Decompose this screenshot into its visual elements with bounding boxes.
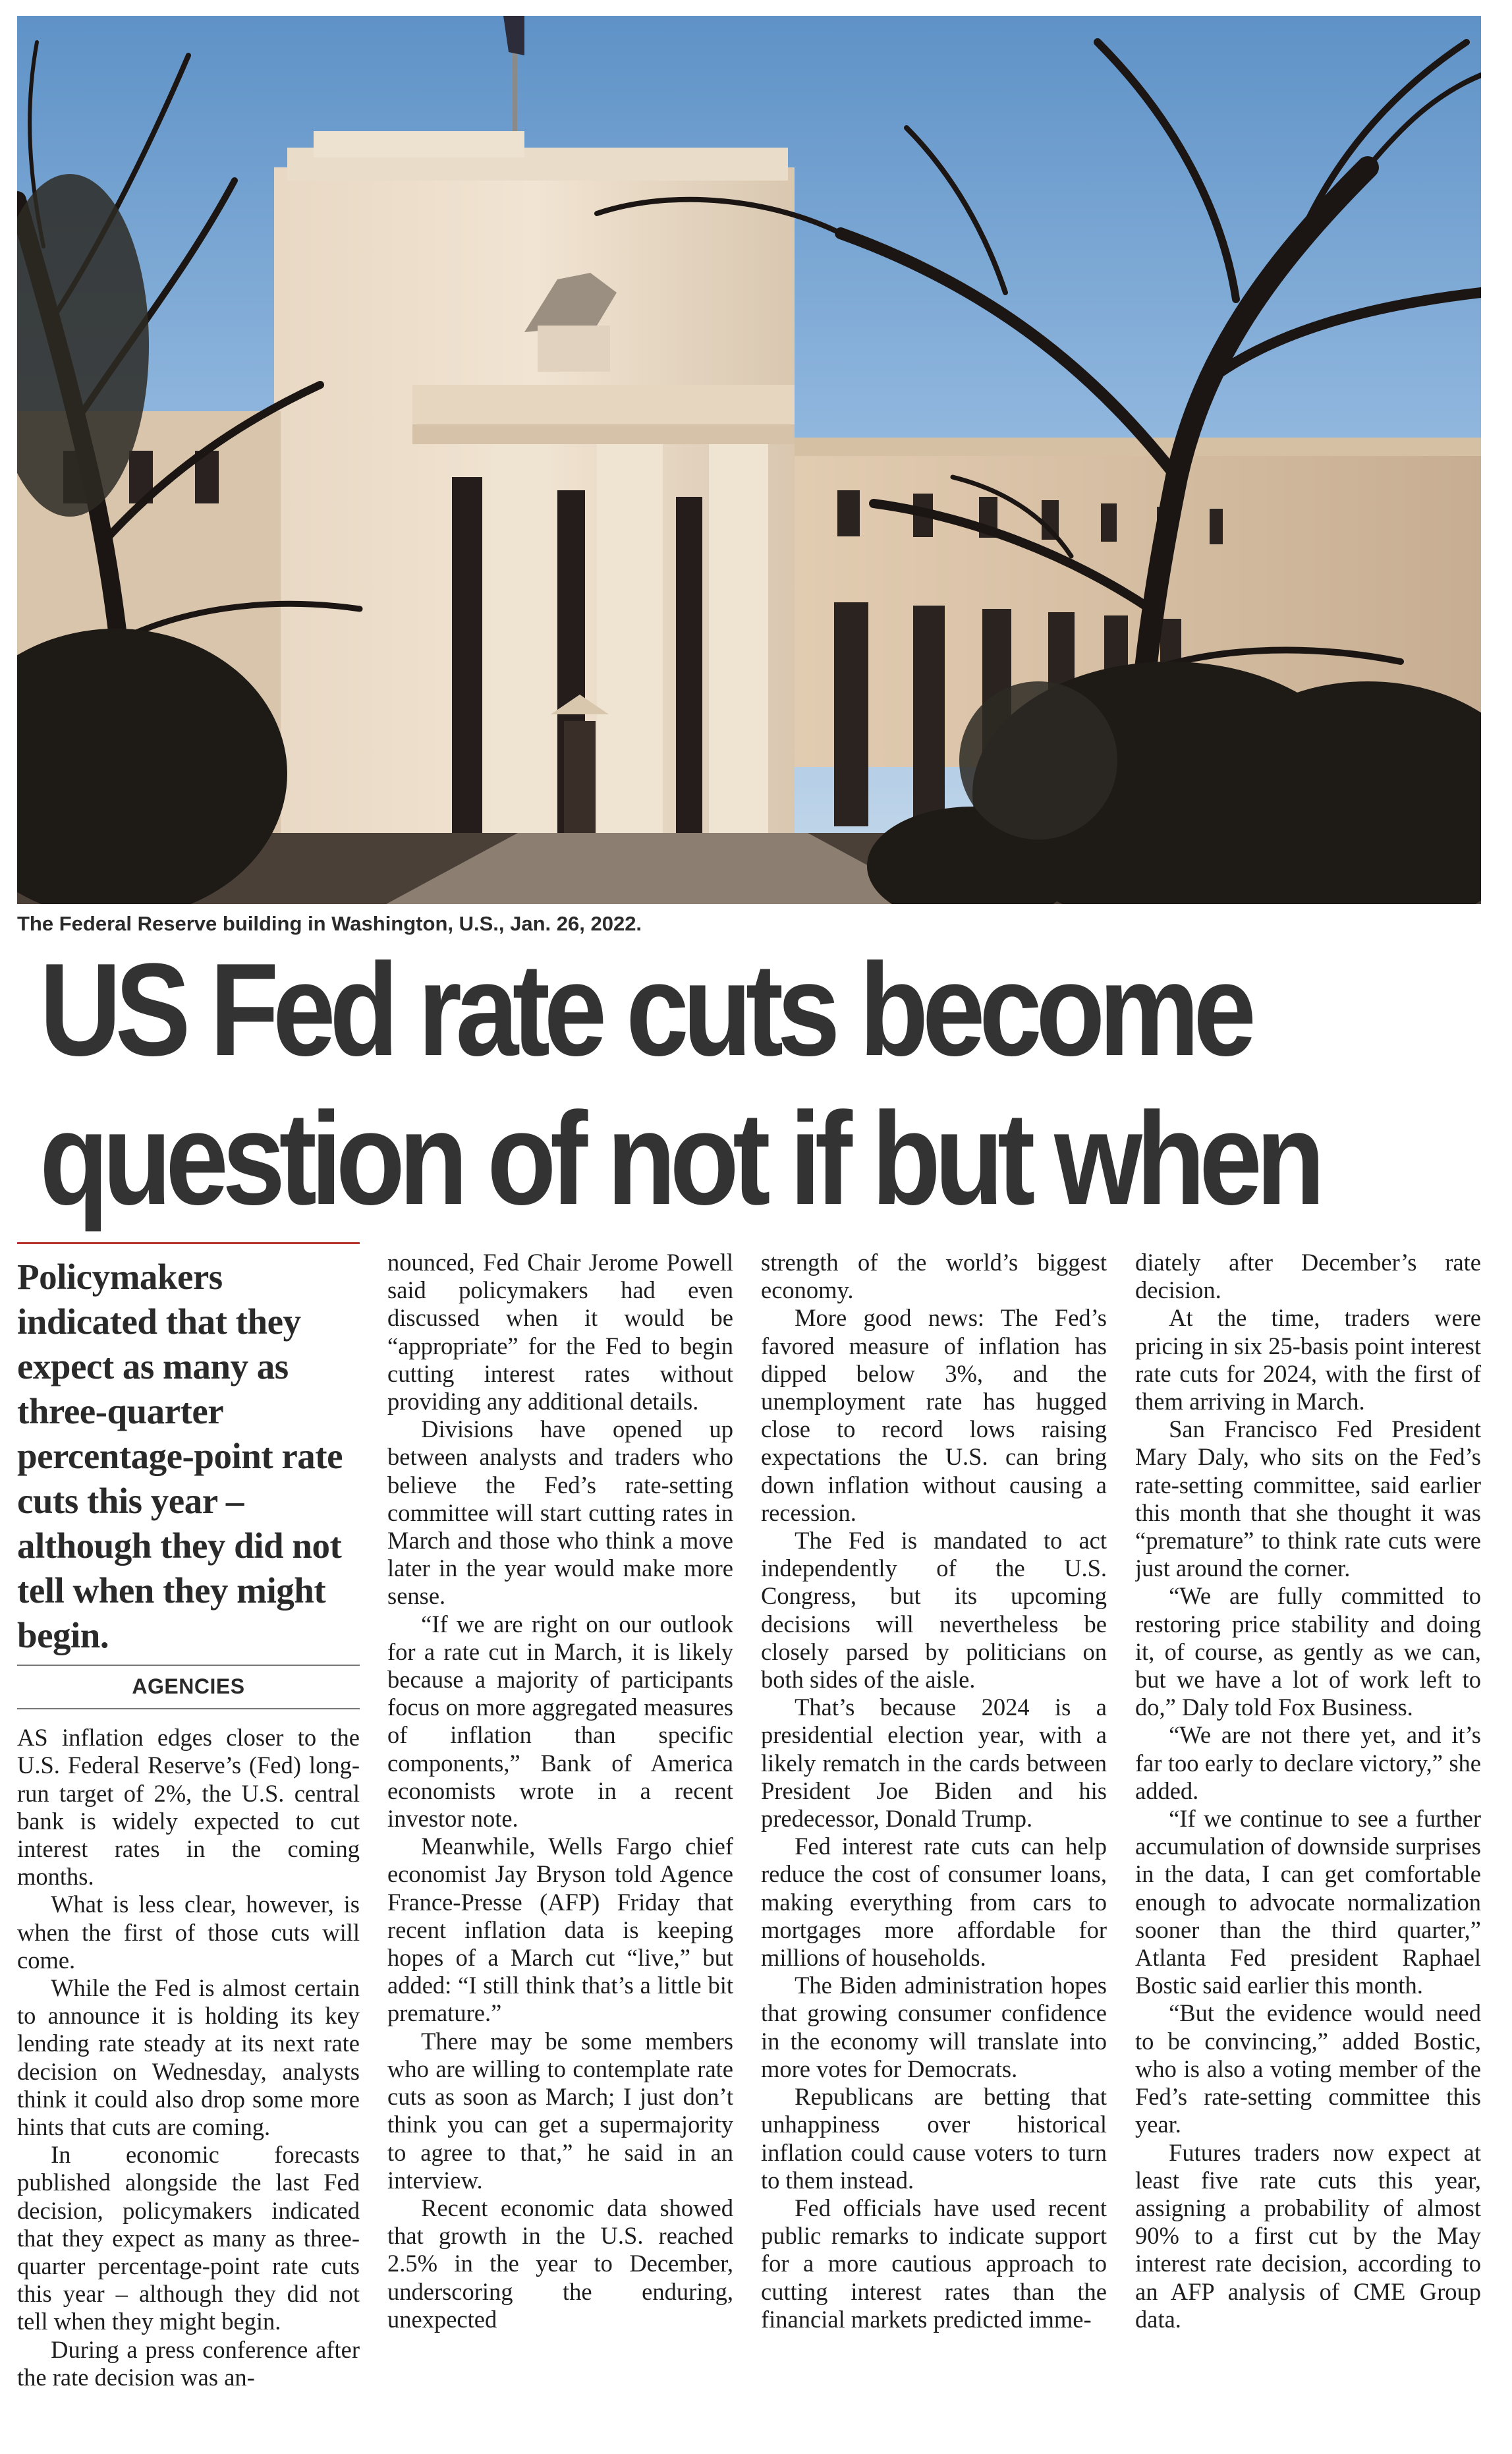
federal-reserve-building-illustration (17, 16, 1481, 904)
photo-caption: The Federal Reserve building in Washington, U.S., Jan. 26, 2022. (17, 912, 642, 935)
headline (40, 936, 1319, 1234)
byline: AGENCIES (132, 1674, 245, 1698)
paragraph: “We are not there yet, and it’s far too early to declare victory,” she added. (1135, 1721, 1481, 1804)
article-column-1 (17, 1242, 360, 2435)
federal-reserve-photo (17, 16, 1481, 904)
paragraph: diately after December’s rate decision. (1135, 1249, 1481, 1304)
headline-line-1: US Fed rate cuts become (40, 936, 1250, 1083)
paragraph: There may be some members who are willing to contemplate rate cuts as soon as March; I just don’t think you can get a supermajority to agree to that,” he said in an interview. (387, 2027, 733, 2194)
paragraph: More good news: The Fed’s favored measure of inflation has dipped below 3%, and the unemployment rate has hugged close to record lows raising expectations the U.S. can bring down inflation without causing a recession. (761, 1304, 1107, 1526)
paragraph: strength of the world’s biggest economy. (761, 1249, 1107, 1304)
paragraph: Futures traders now expect at least five rate cuts this year, assigning a probability of almost 90% to a first cut by the May interest rate decision, according to an AFP analysis of CME Group data. (1135, 2138, 1481, 2333)
paragraph: During a press conference after the rate decision was an- (17, 2335, 360, 2391)
paragraph: Meanwhile, Wells Fargo chief economist Jay Bryson told Agence France-Presse (AFP) Friday that recent inflation data is keeping hopes of a March cut “live,” but added: “I still think that’s a little bit premature.” (387, 1833, 733, 2027)
paragraph: Divisions have opened up between analysts and traders who believe the Fed’s rate-setting committee will start cutting rates in March and those who think a move later in the year would make more sense. (387, 1415, 733, 1610)
paragraph: That’s because 2024 is a presidential election year, with a likely rematch in the cards between President Joe Biden and his predecessor, Donald Trump. (761, 1694, 1107, 1833)
article-column-4 (1135, 1249, 1481, 2441)
byline-rule-bottom (17, 1708, 360, 1709)
paragraph: San Francisco Fed President Mary Daly, who sits on the Fed’s rate-setting committee, said earlier this month that she thought it was “premature” to think rate cuts were just around the corner. (1135, 1415, 1481, 1582)
paragraph: The Fed is mandated to act independently of the U.S. Congress, but its upcoming decisions will nevertheless be closely parsed by politicians on both sides of the aisle. (761, 1527, 1107, 1694)
paragraph: What is less clear, however, is when the first of those cuts will come. (17, 1891, 360, 1974)
deck-top-rule (17, 1242, 360, 1244)
paragraph: Republicans are betting that unhappiness over historical inflation could cause voters to turn to them instead. (761, 2083, 1107, 2194)
paragraph: nounced, Fed Chair Jerome Powell said policymakers had even discussed when it would be “appropriate” for the Fed to begin cutting interest rates without providing any additional details. (387, 1249, 733, 1415)
paragraph: “If we continue to see a further accumulation of downside surprises in the data, I can get comfortable enough to advocate normalization sooner than the third quarter,” Atlanta Fed president Raphael Bostic said earlier this month. (1135, 1805, 1481, 1999)
paragraph: The Biden administration hopes that growing consumer confidence in the economy will translate into more votes for Democrats. (761, 1972, 1107, 2082)
paragraph: AS inflation edges closer to the U.S. Federal Reserve’s (Fed) long-run target of 2%, the U.S. central bank is widely expected to cut interest rates in the coming months. (17, 1724, 360, 1891)
paragraph: “We are fully committed to restoring price stability and doing it, of course, as gently as we can, but we have a lot of work left to do,” Daly told Fox Business. (1135, 1582, 1481, 1721)
paragraph: In economic forecasts published alongside the last Fed decision, policymakers indicated that they expect as many as three-quarter percentage-point rate cuts this year – although they did not tell when they might begin. (17, 2141, 360, 2335)
paragraph: Recent economic data showed that growth in the U.S. reached 2.5% in the year to December, underscoring the enduring, unexpected (387, 2194, 733, 2333)
article-deck: Policymakers indicated that they expect as many as three-quarter percentage-point rate cuts this year – although they did not tell when they might begin. (17, 1257, 343, 1655)
paragraph: Fed interest rate cuts can help reduce the cost of consumer loans, making everything from cars to mortgages more affordable for millions of households. (761, 1833, 1107, 1972)
article-column-2 (387, 1249, 733, 2441)
paragraph: Fed officials have used recent public remarks to indicate support for a more cautious approach to cutting interest rates than the financial markets predicted imme- (761, 2194, 1107, 2333)
paragraph: While the Fed is almost certain to announce it is holding its key lending rate steady at its next rate decision on Wednesday, analysts think it could also drop some more hints that cuts are coming. (17, 1974, 360, 2141)
headline-line-2: question of not if but when (40, 1085, 1319, 1232)
article-column-3 (761, 1249, 1107, 2441)
paragraph: “But the evidence would need to be convincing,” added Bostic, who is also a voting member of the Fed’s rate-setting committee this year. (1135, 1999, 1481, 2138)
paragraph: “If we are right on our outlook for a rate cut in March, it is likely because a majority of participants focus on more aggregated measures of inflation than specific components,” Bank of America economists wrote in a recent investor note. (387, 1610, 733, 1833)
paragraph: At the time, traders were pricing in six 25-basis point interest rate cuts for 2024, with the first of them arriving in March. (1135, 1304, 1481, 1415)
